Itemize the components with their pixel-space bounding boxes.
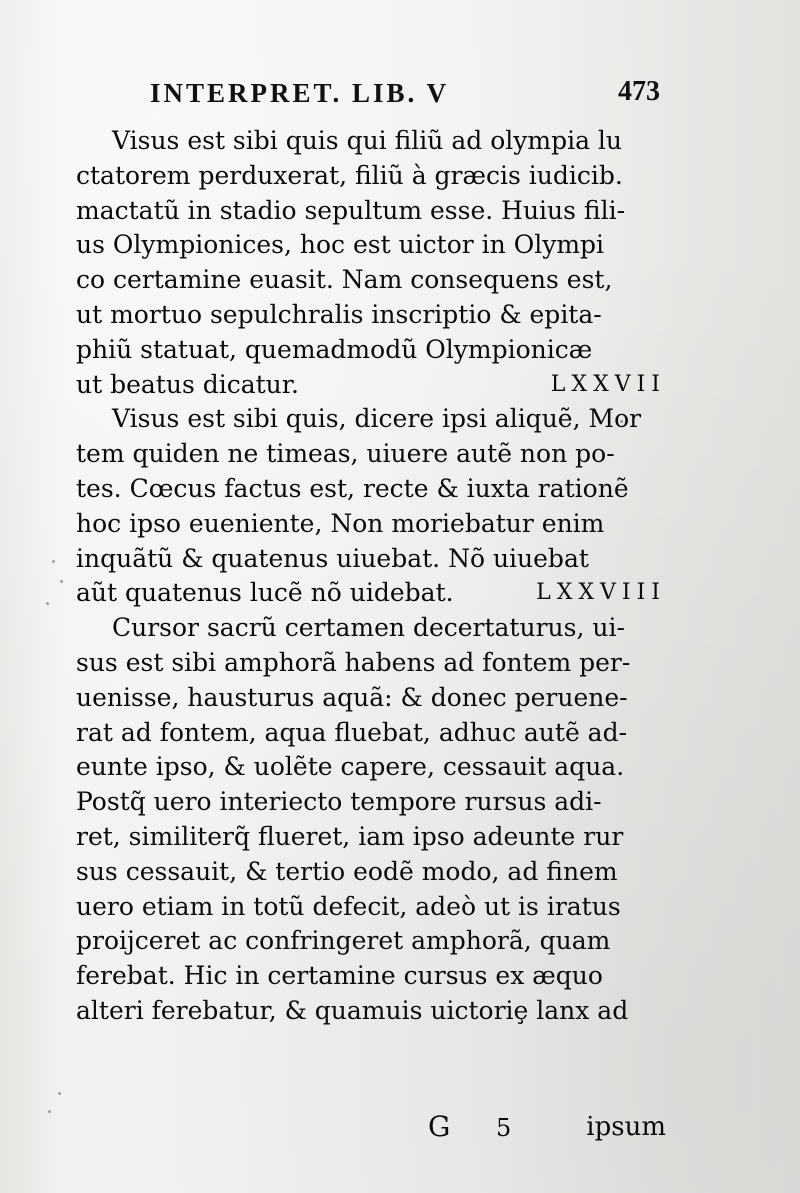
text-line: proijceret ac confringeret amphorã, quam <box>76 926 611 956</box>
text-line: phiũ statuat, quemadmodũ Olympionicæ <box>76 334 593 364</box>
text-line: inquãtũ & quatenus uiuebat. Nõ uiuebat <box>76 543 589 573</box>
text-line: rat ad fontem, aqua fluebat, adhuc autẽ ad- <box>76 717 628 747</box>
page-header <box>150 78 660 118</box>
text-line: tem quiden ne timeas, uiuere autẽ non po- <box>76 439 615 469</box>
text-line: Visus est sibi quis qui filiũ ad olympia lu <box>112 126 623 155</box>
text-line: ut mortuo sepulchralis inscriptio & epita- <box>76 299 602 329</box>
text-line: hoc ipso eueniente, Non moriebatur enim <box>76 508 605 538</box>
paper-speck <box>60 580 63 583</box>
text-line: eunte ipso, & uolẽte capere, cessauit aqua. <box>76 752 625 782</box>
text-line: alteri ferebatur, & quamuis uictoriȩ lanx ad <box>76 995 629 1025</box>
page-footer <box>76 1106 666 1150</box>
text-line: uenisse, hausturus aquã: & donec peruene- <box>76 682 628 712</box>
running-head: INTERPRET. LIB. V <box>150 78 450 108</box>
paper-speck <box>46 602 49 605</box>
text-line: sus est sibi amphorã habens ad fontem per- <box>76 647 631 677</box>
text-line: co certamine euasit. Nam consequens est, <box>76 265 613 295</box>
text-line: tes. Cœcus factus est, recte & iuxta rationẽ <box>76 473 629 503</box>
paper-speck <box>58 1092 61 1095</box>
text-line: ctatorem perduxerat, filiũ à græcis iudicib. <box>76 160 623 190</box>
text-line-with-numeral <box>76 576 666 611</box>
paper-speck <box>52 560 55 563</box>
section-numeral: LXXVIII <box>536 580 666 606</box>
text-line: Cursor sacrũ certamen decertaturus, ui- <box>112 613 625 643</box>
text-line-end: ut beatus dicatur. <box>76 369 299 399</box>
paper-speck <box>620 420 623 423</box>
body-text <box>76 124 666 1029</box>
paper-speck <box>48 1110 51 1113</box>
text-line: uero etiam in totũ defecit, adeò ut is iratus <box>76 891 621 921</box>
section-numeral: LXXVII <box>550 371 666 397</box>
signature-number: 5 <box>496 1114 512 1142</box>
catchword: ipsum <box>586 1112 666 1142</box>
text-line: mactatũ in stadio sepultum esse. Huius fili- <box>76 195 626 225</box>
text-line: Visus est sibi quis, dicere ipsi aliquẽ, Mor <box>112 404 642 434</box>
text-line: ferebat. Hic in certamine cursus ex æquo <box>76 961 603 991</box>
text-line-with-numeral <box>76 368 666 403</box>
page-number: 473 <box>618 76 660 107</box>
text-line-end: aũt quatenus lucẽ nõ uidebat. <box>76 578 454 608</box>
signature-mark: G <box>428 1110 451 1143</box>
text-line: us Olympionices, hoc est uictor in Olympi <box>76 230 605 260</box>
text-line: sus cessauit, & tertio eodẽ modo, ad finem <box>76 856 618 886</box>
text-line: ret, similiterq̃ flueret, iam ipso adeunte rur <box>76 821 624 851</box>
text-line: Postq̃ uero interiecto tempore rursus adi- <box>76 787 602 817</box>
